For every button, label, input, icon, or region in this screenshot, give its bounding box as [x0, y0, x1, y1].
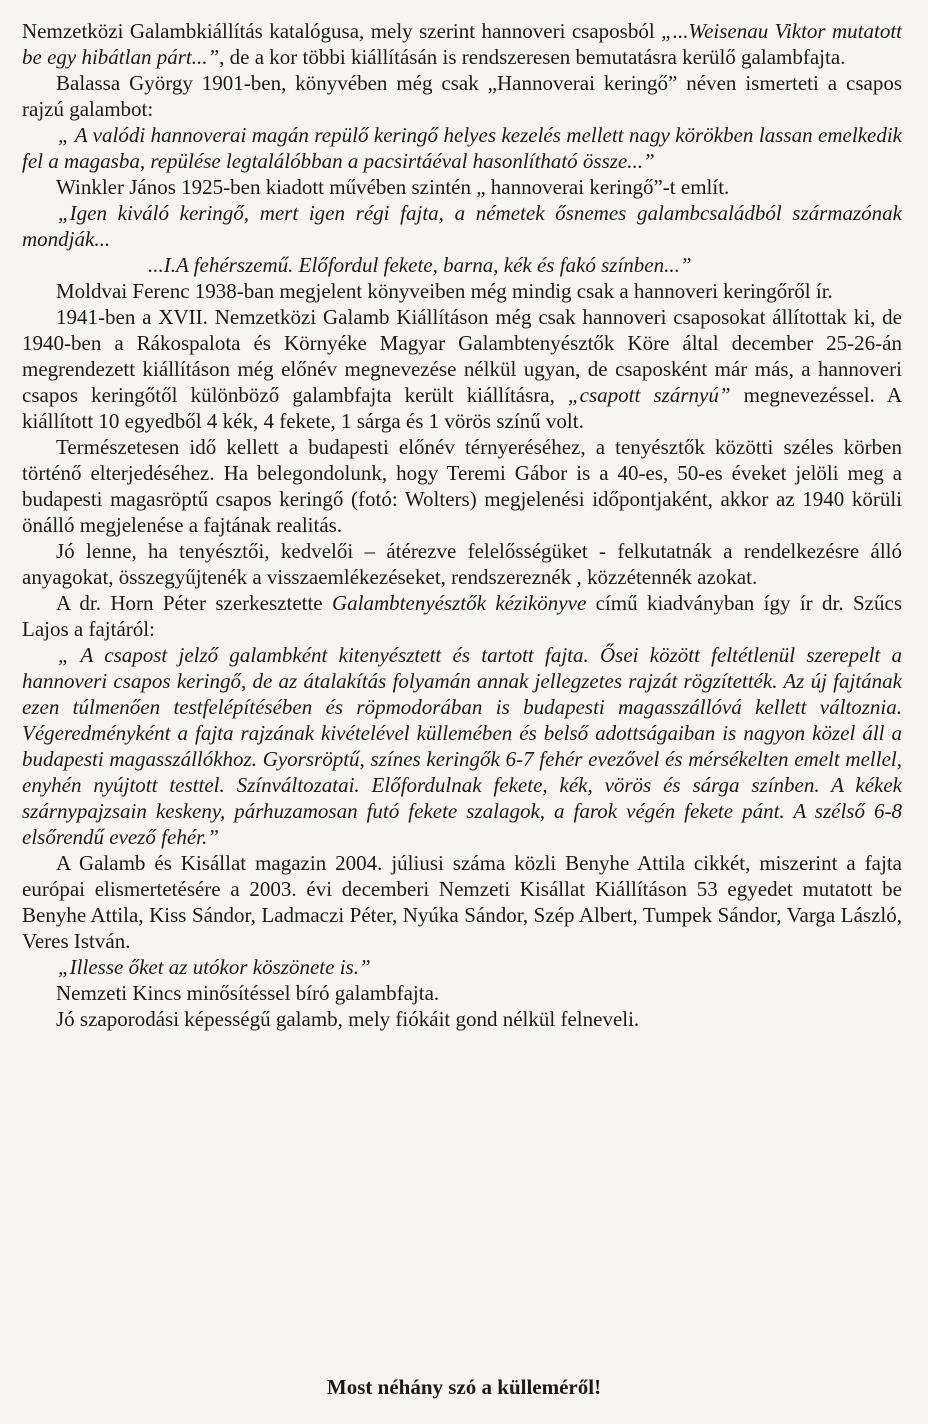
- paragraph-moldvai: Moldvai Ferenc 1938-ban megjelent könyveiben még mindig csak a hannoveri keringőről ír.: [56, 279, 833, 303]
- paragraph-horn: A dr. Horn Péter szerkesztette Galambtenyésztők kézikönyve című kiadványban így ír dr. Szűcs Lajos a fajtáról:: [22, 591, 902, 641]
- quote-szucs: „ A csapost jelző galambként kitenyésztett és tartott fajta. Ősei között feltétlenül szerepelt a hannoveri csapos keringő, de az átalakítás folyamán annak jellegzetes rajzát rögzítették. Az új fajtának ezen túlmenően testfelépítésében és röpmodorában is budapesti magasszállóvá kellett változnia. Végeredményként a fajta rajzának kivételével küllemében és belső adottságaiban is nagyon közel áll a budapesti magasszállókhoz. Gyorsröptű, színes keringők 6-7 fehér evezővel és mérsékelten emelt mellel, enyhén nyújtott testtel. Színváltozatai. Előfordulnak fekete, kék, vörös és sárga színben. A kékek szárnypajzsain keskeny, párhuzamosan futó fekete szalagok, a farok végén fekete pánt. A szélső 6-8 elsőrendű evező fehér.”: [22, 643, 902, 849]
- section-heading: Most néhány szó a külleméről!: [326, 1375, 602, 1399]
- paragraph-winkler: Winkler János 1925-ben kiadott művében szintén „ hannoverai keringő”-t említ.: [56, 175, 730, 199]
- paragraph-jo-lenne: Jó lenne, ha tenyésztői, kedvelői – átérezve felelősségüket - felkutatnák a rendelkezésre álló anyagokat, összegyűjtenék a visszaemlékezéseket, rendszereznék , közzétennék azokat.: [22, 539, 902, 589]
- quote-koszonet: „Illesse őket az utókor köszönete is.”: [58, 955, 371, 979]
- paragraph-1: Nemzetközi Galambkiállítás katalógusa, mely szerint hannoveri csaposból „...Weisenau Viktor mutatott be egy hibátlan párt...”, de a kor többi kiállításán is rendszeresen bemutatásra kerülő galambfajta.: [22, 19, 902, 69]
- quote-winkler-continued: ...I.A fehérszemű. Előfordul fekete, barna, kék és fakó színben...”: [148, 253, 692, 277]
- paragraph-termeszetesen: Természetesen idő kellett a budapesti előnév térnyeréséhez, a tenyésztők közötti széles körben történő elterjedéséhez. Ha belegondolunk, hogy Teremi Gábor is a 40-es, 50-es éveket jelöli meg a budapesti magasröptű csapos keringő (fotó: Wolters) megjelenési időpontjaként, akkor az 1940 körüli önálló megjelenése a fajtának realitás.: [22, 435, 902, 537]
- paragraph-1941: 1941-ben a XVII. Nemzetközi Galamb Kiállításon még csak hannoveri csaposokat állítottak ki, de 1940-ben a Rákospalota és Környéke Magyar Galambtenyésztők Köre által december 25-26-án megrendezett kiállításon még előnév megnevezése nélkül ugyan, de csaposként már más, a hannoveri csapos keringőtől különböző galambfajta került kiállításra, „csapott szárnyú” megnevezéssel. A kiállított 10 egyedből 4 kék, 4 fekete, 1 sárga és 1 vörös színű volt.: [22, 305, 903, 433]
- quote-winkler: „Igen kiváló keringő, mert igen régi fajta, a németek ősnemes galambcsaládból származónak mondják...: [22, 201, 902, 251]
- paragraph-szaporodas: Jó szaporodási képességű galamb, mely fiókáit gond nélkül felneveli.: [56, 1007, 640, 1031]
- paragraph-nemzeti-kincs: Nemzeti Kincs minősítéssel bíró galambfajta.: [56, 981, 440, 1005]
- quote-balassa: „ A valódi hannoverai magán repülő keringő helyes kezelés mellett nagy körökben lassan emelkedik fel a magasba, repülése legtalálóbban a pacsirtáéval hasonlítható össze...”: [22, 123, 902, 173]
- paragraph-balassa: Balassa György 1901-ben, könyvében még csak „Hannoverai keringő” néven ismerteti a csapos rajzú galambot:: [22, 71, 902, 121]
- paragraph-magazin: A Galamb és Kisállat magazin 2004. júliusi száma közli Benyhe Attila cikkét, miszerint a fajta európai elismertetésére a 2003. évi decemberi Nemzeti Kisállat Kiállításon 53 egyedet mutatott be Benyhe Attila, Kiss Sándor, Ladmaczi Péter, Nyúka Sándor, Szép Albert, Tumpek Sándor, Varga László, Veres István.: [22, 851, 902, 953]
